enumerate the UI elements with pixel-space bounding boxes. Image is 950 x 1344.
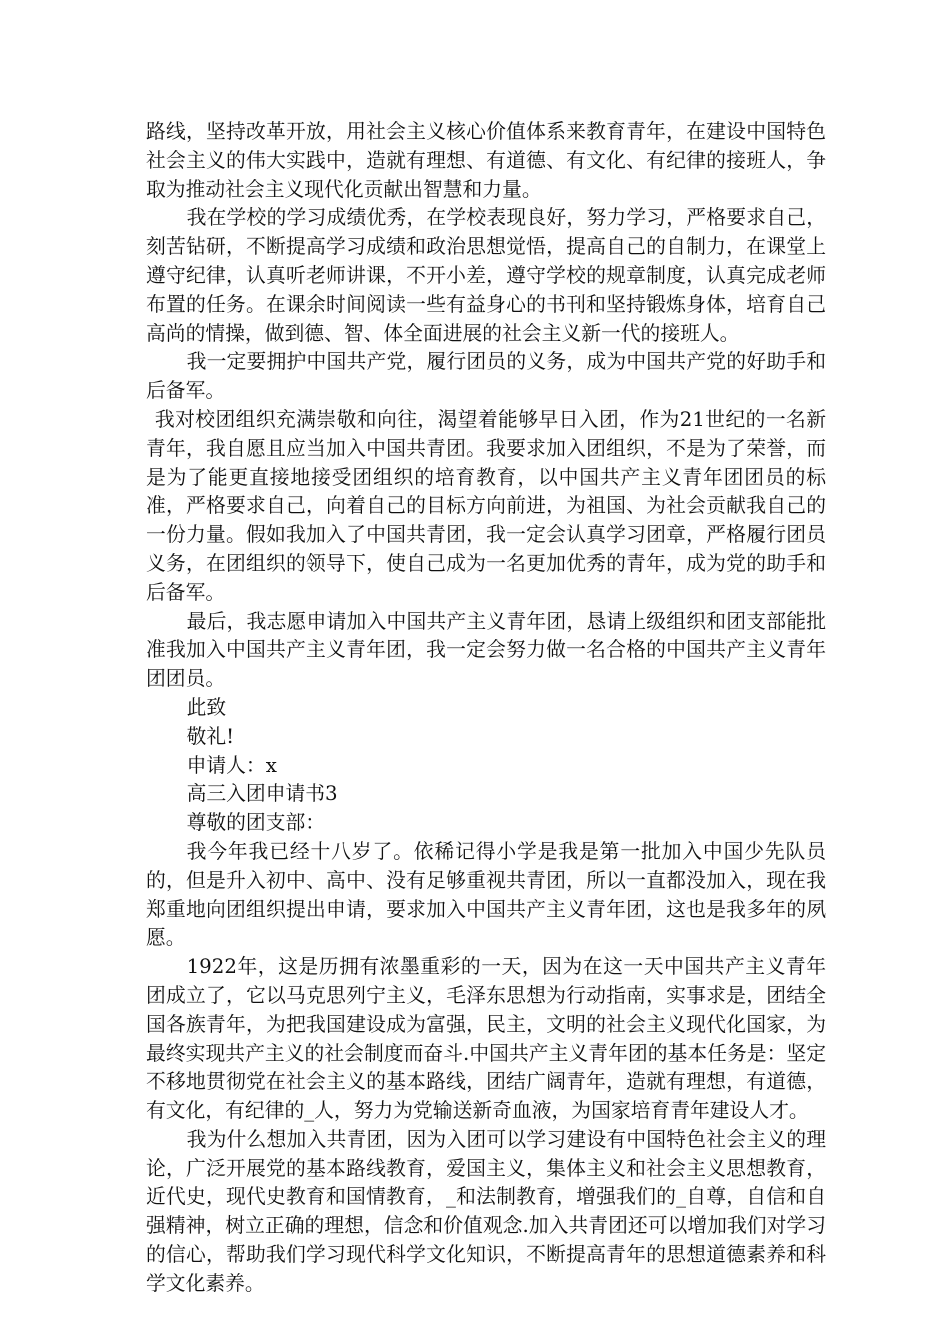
document-body: [146, 118, 826, 1299]
paragraph-aspiration: 我对校团组织充满崇敬和向往，渴望着能够早日入团，作为21世纪的一名新青年，我自愿且应当加入中国共青团。我要求加入团组织，不是为了荣誉，而是为了能更直接地接受团组织的培育教育，以中国共产主义青年团团员的标准，严格要求自己，向着自己的目标方向前进，为祖国、为社会贡献我自己的一份力量。假如我加入了中国共青团，我一定会认真学习团章，严格履行团员义务，在团组织的领导下，使自己成为一名更加优秀的青年，成为党的助手和后备军。: [146, 407, 826, 604]
closing-salutation: 此致: [186, 695, 227, 719]
paragraph-road: 路线，坚持改革开放，用社会主义核心价值体系来教育青年，在建设中国特色社会主义的伟大实践中，造就有理想、有道德、有文化、有纪律的接班人，争取为推动社会主义现代化贡献出智慧和力量。: [146, 120, 826, 201]
greeting: 尊敬的团支部：: [186, 811, 326, 835]
paragraph-age: 我今年我已经十八岁了。依稀记得小学是我是第一批加入中国少先队员的，但是升入初中、高中、没有足够重视共青团，所以一直都没加入，现在我郑重地向团组织提出申请，要求加入中国共产主义青年团，这也是我多年的夙愿。: [146, 839, 826, 950]
closing-respect: 敬礼!: [186, 724, 235, 748]
paragraph-study: 我在学校的学习成绩优秀，在学校表现良好，努力学习，严格要求自己，刻苦钻研，不断提高学习成绩和政治思想觉悟，提高自己的自制力，在课堂上遵守纪律，认真听老师讲课，不开小差，遵守学校的规章制度，认真完成老师布置的任务。在课余时间阅读一些有益身心的书刊和坚持锻炼身体，培育自己高尚的情操，做到德、智、体全面进展的社会主义新一代的接班人。: [146, 206, 826, 345]
paragraph-history: 1922年，这是历拥有浓墨重彩的一天，因为在这一天中国共产主义青年团成立了，它以马克思列宁主义，毛泽东思想为行动指南，实事求是，团结全国各族青年，为把我国建设成为富强，民主，文明的社会主义现代化国家，为最终实现共产主义的社会制度而奋斗.中国共产主义青年团的基本任务是：坚定不移地贯彻党在社会主义的基本路线，团结广阔青年，造就有理想，有道德，有文化，有纪律的_人，努力为党输送新奇血液，为国家培育青年建设人才。: [146, 955, 826, 1123]
paragraph-support-party: 我一定要拥护中国共产党，履行团员的义务，成为中国共产党的好助手和后备军。: [146, 350, 826, 403]
paragraph-reason: 我为什么想加入共青团，因为入团可以学习建设有中国特色社会主义的理论，广泛开展党的基本路线教育，爱国主义，集体主义和社会主义思想教育，近代史，现代史教育和国情教育，_和法制教育，增强我们的_自尊，自信和自强精神，树立正确的理想，信念和价值观念.加入共青团还可以增加我们对学习的信心，帮助我们学习现代科学文化知识，不断提高青年的思想道德素养和科学文化素养。: [146, 1127, 826, 1295]
applicant-signature: 申请人：x: [186, 753, 277, 777]
section-title: 高三入团申请书3: [186, 782, 338, 806]
paragraph-final: 最后，我志愿申请加入中国共产主义青年团，恳请上级组织和团支部能批准我加入中国共产主义青年团，我一定会努力做一名合格的中国共产主义青年团团员。: [146, 609, 826, 691]
